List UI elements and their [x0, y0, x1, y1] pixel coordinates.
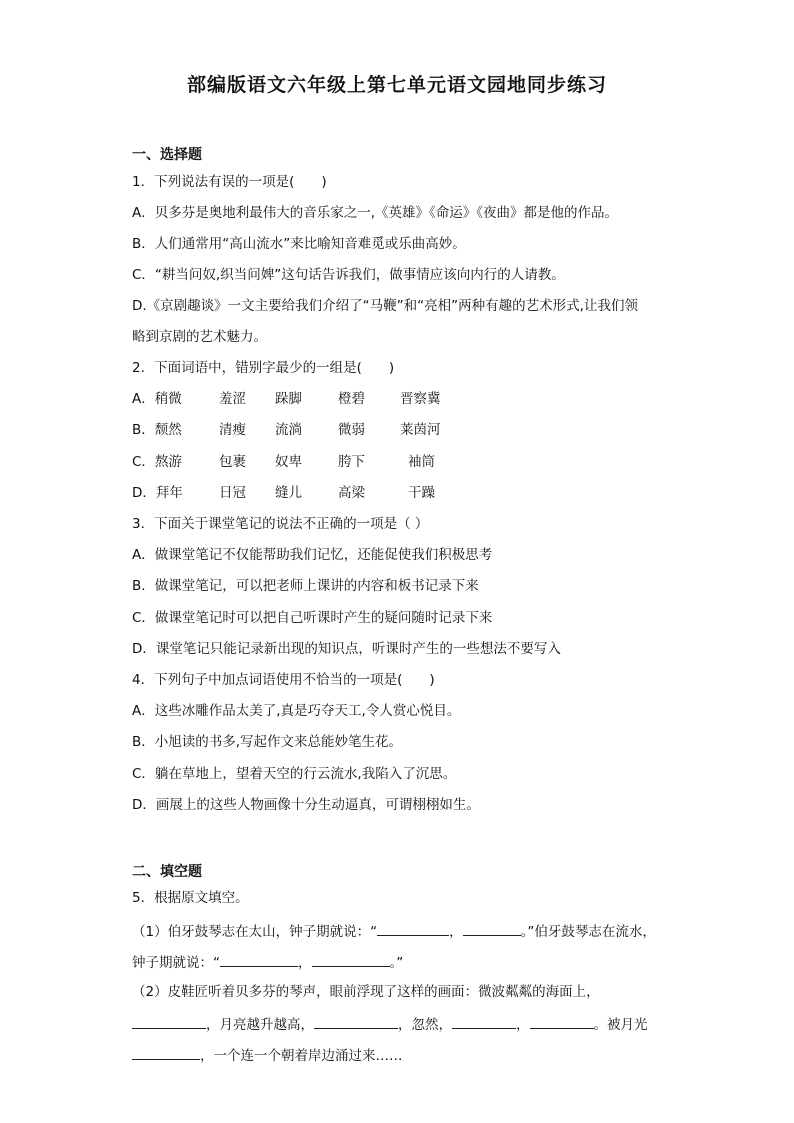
q1-option-a: A．贝多芬是奥地利最伟大的音乐家之一,《英雄》《命运》《夜曲》都是他的作品。	[132, 205, 619, 221]
q2-word: 高梁	[338, 485, 365, 501]
q5-text: ，	[449, 924, 463, 940]
q2-word: 羞涩	[219, 391, 246, 407]
q5-part2-line1: （2）皮鞋匠听着贝多芬的琴声，眼前浮现了这样的画面：微波粼粼的海面上，	[132, 984, 600, 1000]
q5-text: ，	[298, 955, 312, 971]
q3-option-b: B．做课堂笔记，可以把老师上课讲的内容和板书记录下来	[132, 578, 479, 594]
q5-text: ，月亮越升越高，	[206, 1017, 314, 1033]
q2-word: B．颓然	[132, 422, 182, 438]
answer-blank[interactable]	[452, 1014, 516, 1029]
answer-blank[interactable]	[312, 952, 390, 967]
q3-stem: 3．下面关于课堂笔记的说法不正确的一项是（ ）	[132, 516, 429, 532]
q5-text: 。”伯牙鼓琴志在流水，	[520, 924, 656, 940]
q4-option-c: C．躺在草地上，望着天空的行云流水,我陷入了沉思。	[132, 766, 457, 782]
q3-option-c: C．做课堂笔记时可以把自己听课时产生的疑问随时记录下来	[132, 610, 493, 626]
q2-word: 莱茵河	[400, 422, 441, 438]
q5-text: （1）伯牙鼓琴志在太山，钟子期就说：“	[132, 924, 378, 940]
q5-text: ，一个连一个朝着岸边涌过来……	[200, 1048, 403, 1064]
q1-stem: 1．下列说法有误的一项是( )	[132, 174, 327, 190]
q2-word: A．稍微	[132, 391, 182, 407]
q5-part1-line1	[132, 921, 656, 941]
q2-word: 干躁	[408, 485, 435, 501]
q2-word: 袖筒	[408, 454, 435, 470]
page-title: 部编版语文六年级上第七单元语文园地同步练习	[186, 74, 607, 96]
q5-part1-line2	[132, 952, 403, 972]
answer-blank[interactable]	[530, 1014, 594, 1029]
q1-option-d-line2: 略到京剧的艺术魅力。	[132, 329, 267, 345]
answer-blank[interactable]	[377, 921, 449, 936]
q2-word: C．熬游	[132, 454, 182, 470]
answer-blank[interactable]	[314, 1014, 398, 1029]
q2-stem: 2．下面词语中，错别字最少的一组是( )	[132, 360, 395, 376]
q2-word: 晋察冀	[400, 391, 441, 407]
q2-word: 橙碧	[338, 391, 365, 407]
q2-word: 奴卑	[275, 454, 302, 470]
q4-option-a: A．这些冰雕作品太美了,真是巧夺天工,令人赏心悦目。	[132, 703, 461, 719]
q4-option-b: B．小旭读的书多,写起作文来总能妙笔生花。	[132, 734, 403, 750]
q4-stem: 4．下列句子中加点词语使用不恰当的一项是( )	[132, 672, 435, 688]
q1-option-c: C．“耕当问奴,织当问婢”这句话告诉我们，做事情应该向内行的人请教。	[132, 267, 565, 283]
q2-word: 跺脚	[275, 391, 302, 407]
q1-option-d-line1: D.《京剧趣谈》一文主要给我们介绍了“马鞭”和“亮相”两种有趣的艺术形式,让我们领	[132, 298, 638, 314]
answer-blank[interactable]	[220, 952, 298, 967]
q5-text: ，	[516, 1017, 530, 1033]
q5-text: 。”	[389, 955, 404, 971]
q5-part2-line3	[132, 1045, 403, 1065]
q5-text: 。被月光	[593, 1017, 648, 1033]
q5-stem: 5．根据原文填空。	[132, 890, 249, 906]
q2-word: 日冠	[219, 485, 246, 501]
q2-word: 流淌	[275, 422, 302, 438]
section-fill-heading: 二、填空题	[132, 864, 202, 880]
q2-word: 缝儿	[275, 485, 302, 501]
q2-word: 包裹	[219, 454, 246, 470]
answer-blank[interactable]	[463, 921, 521, 936]
q2-word: 清瘦	[219, 422, 246, 438]
q1-option-b: B．人们通常用“高山流水”来比喻知音难觅或乐曲高妙。	[132, 236, 466, 252]
q2-word: D．拜年	[132, 485, 183, 501]
q5-text: 钟子期就说：“	[132, 955, 220, 971]
answer-blank[interactable]	[132, 1014, 206, 1029]
q5-part2-line2	[132, 1014, 648, 1034]
q3-option-a: A．做课堂笔记不仅能帮助我们记忆，还能促使我们积极思考	[132, 547, 493, 563]
answer-blank[interactable]	[132, 1045, 200, 1060]
q5-text: ，忽然，	[398, 1017, 452, 1033]
q2-word: 胯下	[338, 454, 365, 470]
q3-option-d: D．课堂笔记只能记录新出现的知识点，听课时产生的一些想法不要写入	[132, 641, 561, 657]
q2-word: 微弱	[338, 422, 365, 438]
q4-option-d: D．画展上的这些人物画像十分生动逼真，可谓栩栩如生。	[132, 797, 480, 813]
section-choice-heading: 一、选择题	[132, 147, 202, 163]
